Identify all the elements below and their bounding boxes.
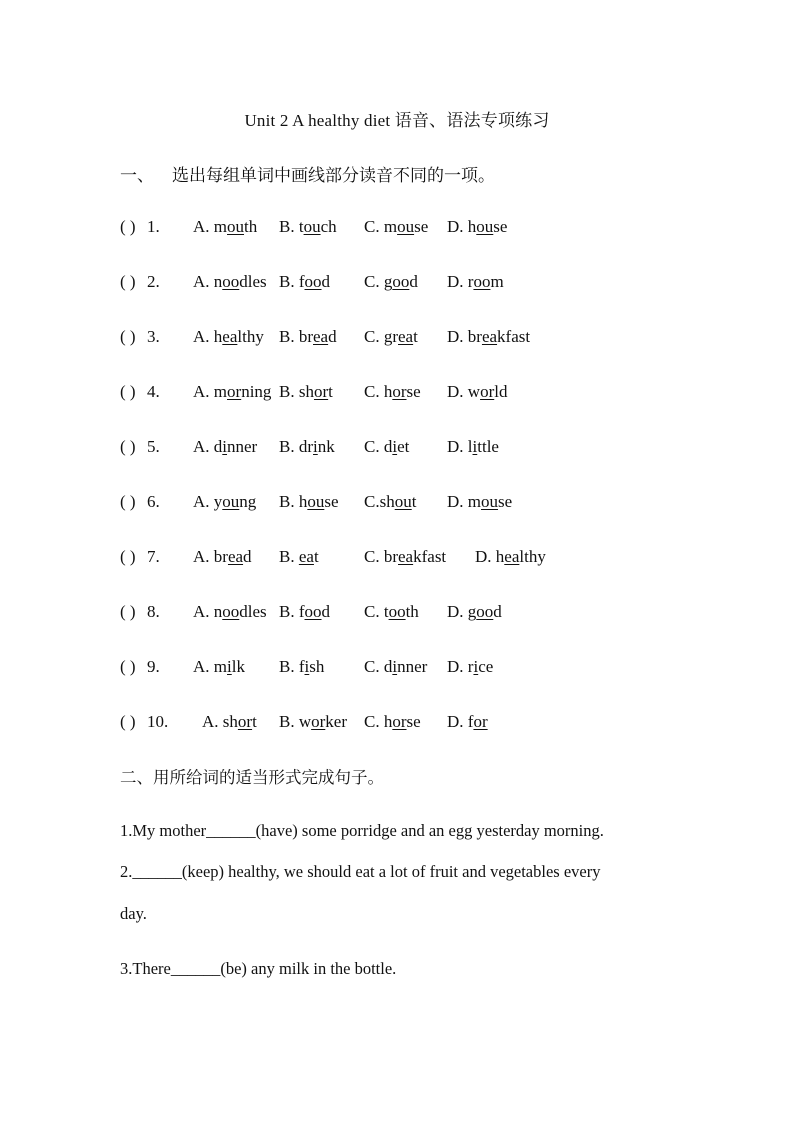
underlined-letters: oo — [222, 602, 240, 621]
option-text-pre: h — [495, 547, 505, 566]
question-number: 4. — [147, 382, 160, 401]
option-text-label: C. — [364, 492, 380, 511]
option-text-post: ker — [325, 712, 348, 731]
option-c — [364, 217, 428, 237]
option-text-post: sh — [309, 657, 325, 676]
option-b — [279, 437, 335, 457]
answer-blank: ( ) — [120, 602, 136, 621]
underlined-letters: ea — [313, 327, 329, 346]
option-d — [447, 657, 493, 677]
option-text-label: B. — [279, 492, 299, 511]
answer-blank: ( ) — [120, 382, 136, 401]
option-a — [193, 492, 256, 512]
underlined-letters: or — [480, 382, 495, 401]
underlined-letters: ea — [398, 327, 414, 346]
option-text-post: nner — [227, 437, 258, 456]
sentence-1: 1.My mother______(have) some porridge and an egg yesterday morning. — [120, 821, 604, 840]
question-number: 8. — [147, 602, 160, 621]
option-c — [364, 382, 421, 402]
option-text-pre: m — [213, 217, 228, 236]
option-text-post: lthy — [519, 547, 546, 566]
option-text-pre: d — [213, 437, 223, 456]
option-c — [364, 492, 416, 512]
underlined-letters: or — [392, 382, 407, 401]
option-text-label: A. — [193, 217, 214, 236]
option-text-label: A. — [193, 437, 214, 456]
option-b — [279, 217, 337, 237]
option-text-post: se — [324, 492, 339, 511]
question-number: 2. — [147, 272, 160, 291]
option-text-pre: h — [467, 217, 477, 236]
option-text-post: ch — [320, 217, 337, 236]
sentence-3: 3.There______(be) any milk in the bottle. — [120, 959, 397, 978]
option-text-post: ld — [494, 382, 508, 401]
option-text-pre: br — [383, 547, 399, 566]
option-text-label: C. — [364, 547, 384, 566]
underlined-letters: ou — [394, 492, 412, 511]
option-b — [279, 327, 337, 347]
option-d — [447, 492, 512, 512]
option-text-label: C. — [364, 327, 384, 346]
option-b — [279, 382, 333, 402]
option-text-post: t — [328, 382, 333, 401]
option-text-post: lk — [231, 657, 245, 676]
option-a — [193, 327, 264, 347]
underlined-letters: or — [313, 382, 329, 401]
underlined-letters: or — [311, 712, 326, 731]
underlined-letters: ou — [307, 492, 325, 511]
underlined-letters: i — [222, 437, 228, 456]
option-text-pre: n — [213, 602, 223, 621]
option-text-pre: h — [298, 492, 308, 511]
option-text-post: dles — [239, 272, 267, 291]
option-text-label: D. — [447, 437, 468, 456]
section-1-number: 一、 — [120, 166, 154, 186]
option-d — [447, 712, 488, 732]
underlined-letters: i — [227, 657, 232, 676]
option-text-label: B. — [279, 327, 299, 346]
option-text-label: A. — [193, 547, 214, 566]
question-number: 1. — [147, 217, 160, 236]
option-text-pre: w — [298, 712, 312, 731]
option-text-post: lthy — [237, 327, 264, 346]
option-c — [364, 657, 427, 677]
underlined-letters: oo — [388, 602, 406, 621]
option-d — [447, 437, 499, 457]
option-text-post: t — [252, 712, 257, 731]
option-text-post: d — [321, 272, 331, 291]
option-text-post: kfast — [497, 327, 531, 346]
option-c — [364, 327, 418, 347]
option-d — [447, 272, 504, 292]
option-text-post: d — [493, 602, 502, 621]
option-text-pre: f — [467, 712, 474, 731]
question-number: 6. — [147, 492, 160, 511]
question-number: 9. — [147, 657, 160, 676]
option-a — [202, 712, 257, 732]
option-text-label: B. — [279, 437, 299, 456]
option-text-label: C. — [364, 437, 384, 456]
option-c — [364, 272, 418, 292]
option-text-label: A. — [193, 327, 214, 346]
underlined-letters: i — [313, 437, 318, 456]
option-text-post: ning — [241, 382, 272, 401]
option-text-pre: dr — [298, 437, 314, 456]
option-text-post: kfast — [413, 547, 447, 566]
option-text-post: ng — [239, 492, 257, 511]
underlined-letters: ea — [227, 547, 244, 566]
answer-blank: ( ) — [120, 327, 136, 346]
answer-blank: ( ) — [120, 657, 136, 676]
option-text-post: se — [414, 217, 429, 236]
option-text-label: D. — [447, 327, 468, 346]
option-text-label: B. — [279, 217, 299, 236]
section-2-heading: 二、用所给词的适当形式完成句子。 — [120, 768, 384, 787]
section-1-instruction: 选出每组单词中画线部分读音不同的一项。 — [172, 166, 495, 186]
underlined-letters: i — [473, 657, 479, 676]
underlined-letters: ou — [481, 492, 499, 511]
underlined-letters: ou — [476, 217, 494, 236]
underlined-letters: or — [392, 712, 407, 731]
option-c — [364, 602, 419, 622]
option-text-label: D. — [447, 602, 468, 621]
option-text-label: D. — [475, 547, 496, 566]
option-text-pre: d — [383, 437, 393, 456]
option-text-pre: m — [213, 382, 228, 401]
answer-blank: ( ) — [120, 547, 136, 566]
option-text-label: C. — [364, 602, 384, 621]
option-text-pre: f — [298, 657, 305, 676]
answer-blank: ( ) — [120, 437, 136, 456]
underlined-letters: i — [392, 657, 398, 676]
underlined-letters: ou — [303, 217, 321, 236]
option-text-label: C. — [364, 272, 384, 291]
underlined-letters: ou — [397, 217, 415, 236]
option-b — [279, 602, 330, 622]
option-text-label: C. — [364, 712, 384, 731]
option-text-label: C. — [364, 382, 384, 401]
option-text-label: C. — [364, 657, 384, 676]
answer-blank: ( ) — [120, 712, 136, 731]
option-text-label: B. — [279, 382, 299, 401]
option-a — [193, 602, 267, 622]
option-text-post: th — [405, 602, 419, 621]
underlined-letters: or — [227, 382, 242, 401]
option-text-pre: l — [467, 437, 473, 456]
option-text-pre: h — [213, 327, 223, 346]
option-text-label: A. — [193, 657, 214, 676]
option-text-post: se — [493, 217, 508, 236]
answer-blank: ( ) — [120, 492, 136, 511]
option-a — [193, 217, 257, 237]
question-number: 3. — [147, 327, 160, 346]
option-text-label: A. — [193, 272, 214, 291]
option-a — [193, 657, 245, 677]
underlined-letters: oo — [473, 272, 491, 291]
option-text-pre: br — [467, 327, 482, 346]
underlined-letters: ea — [298, 547, 314, 566]
underlined-letters: i — [472, 437, 478, 456]
underlined-letters: or — [473, 712, 488, 731]
option-text-post: ttle — [477, 437, 499, 456]
option-d — [447, 217, 507, 237]
sentence-2-continued: day. — [120, 904, 147, 923]
underlined-letters: ea — [504, 547, 520, 566]
option-text-post: nk — [317, 437, 335, 456]
option-a — [193, 547, 252, 567]
option-text-pre: br — [213, 547, 228, 566]
option-text-pre: m — [383, 217, 398, 236]
option-text-post: t — [313, 547, 319, 566]
option-text-pre: h — [383, 712, 393, 731]
option-text-pre: sh — [222, 712, 238, 731]
option-text-post: se — [406, 712, 421, 731]
option-text-label: D. — [447, 272, 468, 291]
option-text-post: d — [321, 602, 331, 621]
option-a — [193, 382, 271, 402]
option-text-pre: r — [467, 657, 474, 676]
option-text-post: d — [243, 547, 252, 566]
sentence-2: 2.______(keep) healthy, we should eat a lot of fruit and vegetables every — [120, 862, 601, 881]
section-1-heading — [120, 161, 495, 186]
option-text-label: A. — [193, 492, 214, 511]
underlined-letters: ea — [481, 327, 498, 346]
underlined-letters: oo — [304, 602, 322, 621]
underlined-letters: ou — [227, 217, 245, 236]
option-text-pre: sh — [379, 492, 395, 511]
option-text-pre: f — [298, 272, 305, 291]
underlined-letters: ea — [222, 327, 238, 346]
option-text-pre: f — [298, 602, 305, 621]
option-text-pre: gr — [383, 327, 399, 346]
option-a — [193, 272, 267, 292]
option-text-label: B. — [279, 712, 299, 731]
option-text-post: t — [413, 327, 418, 346]
underlined-letters: oo — [392, 272, 410, 291]
underlined-letters: oo — [304, 272, 322, 291]
option-d — [447, 382, 507, 402]
answer-blank: ( ) — [120, 217, 136, 236]
option-text-label: B. — [279, 547, 299, 566]
option-text-post: t — [411, 492, 417, 511]
option-text-post: nner — [397, 657, 428, 676]
option-text-label: A. — [202, 712, 223, 731]
underlined-letters: oo — [222, 272, 240, 291]
option-text-pre: m — [213, 657, 228, 676]
option-text-pre: t — [298, 217, 304, 236]
question-number: 5. — [147, 437, 160, 456]
option-text-label: B. — [279, 657, 299, 676]
option-d — [475, 547, 546, 567]
option-b — [279, 712, 347, 732]
option-text-pre: g — [383, 272, 393, 291]
underlined-letters: ea — [398, 547, 414, 566]
option-c — [364, 547, 446, 567]
option-text-post: m — [490, 272, 504, 291]
option-text-label: A. — [193, 382, 214, 401]
option-text-post: se — [406, 382, 421, 401]
option-text-post: ce — [478, 657, 494, 676]
option-text-post: d — [409, 272, 418, 291]
underlined-letters: oo — [476, 602, 494, 621]
option-text-label: D. — [447, 657, 468, 676]
option-text-pre: r — [467, 272, 474, 291]
option-b — [279, 657, 324, 677]
underlined-letters: ou — [222, 492, 240, 511]
underlined-letters: or — [237, 712, 253, 731]
option-a — [193, 437, 257, 457]
option-text-pre: n — [213, 272, 223, 291]
option-text-label: D. — [447, 382, 468, 401]
page-title: Unit 2 A healthy diet 语音、语法专项练习 — [244, 111, 550, 130]
option-text-label: B. — [279, 272, 299, 291]
option-text-pre: m — [467, 492, 482, 511]
option-text-pre: y — [213, 492, 223, 511]
option-d — [447, 327, 530, 347]
option-text-label: D. — [447, 492, 468, 511]
option-text-post: se — [498, 492, 513, 511]
question-number: 10. — [147, 712, 169, 731]
option-d — [447, 602, 502, 622]
option-text-label: D. — [447, 712, 468, 731]
option-c — [364, 712, 421, 732]
option-text-pre: sh — [298, 382, 314, 401]
option-text-pre: t — [383, 602, 389, 621]
option-text-pre: g — [467, 602, 477, 621]
underlined-letters: i — [392, 437, 398, 456]
answer-blank: ( ) — [120, 272, 136, 291]
option-b — [279, 547, 319, 567]
option-c — [364, 437, 409, 457]
option-text-pre: h — [383, 382, 393, 401]
option-text-label: D. — [447, 217, 468, 236]
question-number: 7. — [147, 547, 160, 566]
option-text-pre: br — [298, 327, 314, 346]
option-text-post: dles — [239, 602, 267, 621]
option-text-label: A. — [193, 602, 214, 621]
option-text-post: d — [328, 327, 337, 346]
option-b — [279, 272, 330, 292]
option-text-pre: w — [467, 382, 481, 401]
option-text-pre: d — [383, 657, 393, 676]
option-text-post: th — [244, 217, 258, 236]
underlined-letters: i — [304, 657, 310, 676]
option-text-label: B. — [279, 602, 299, 621]
option-b — [279, 492, 339, 512]
option-text-label: C. — [364, 217, 384, 236]
option-text-post: et — [397, 437, 410, 456]
